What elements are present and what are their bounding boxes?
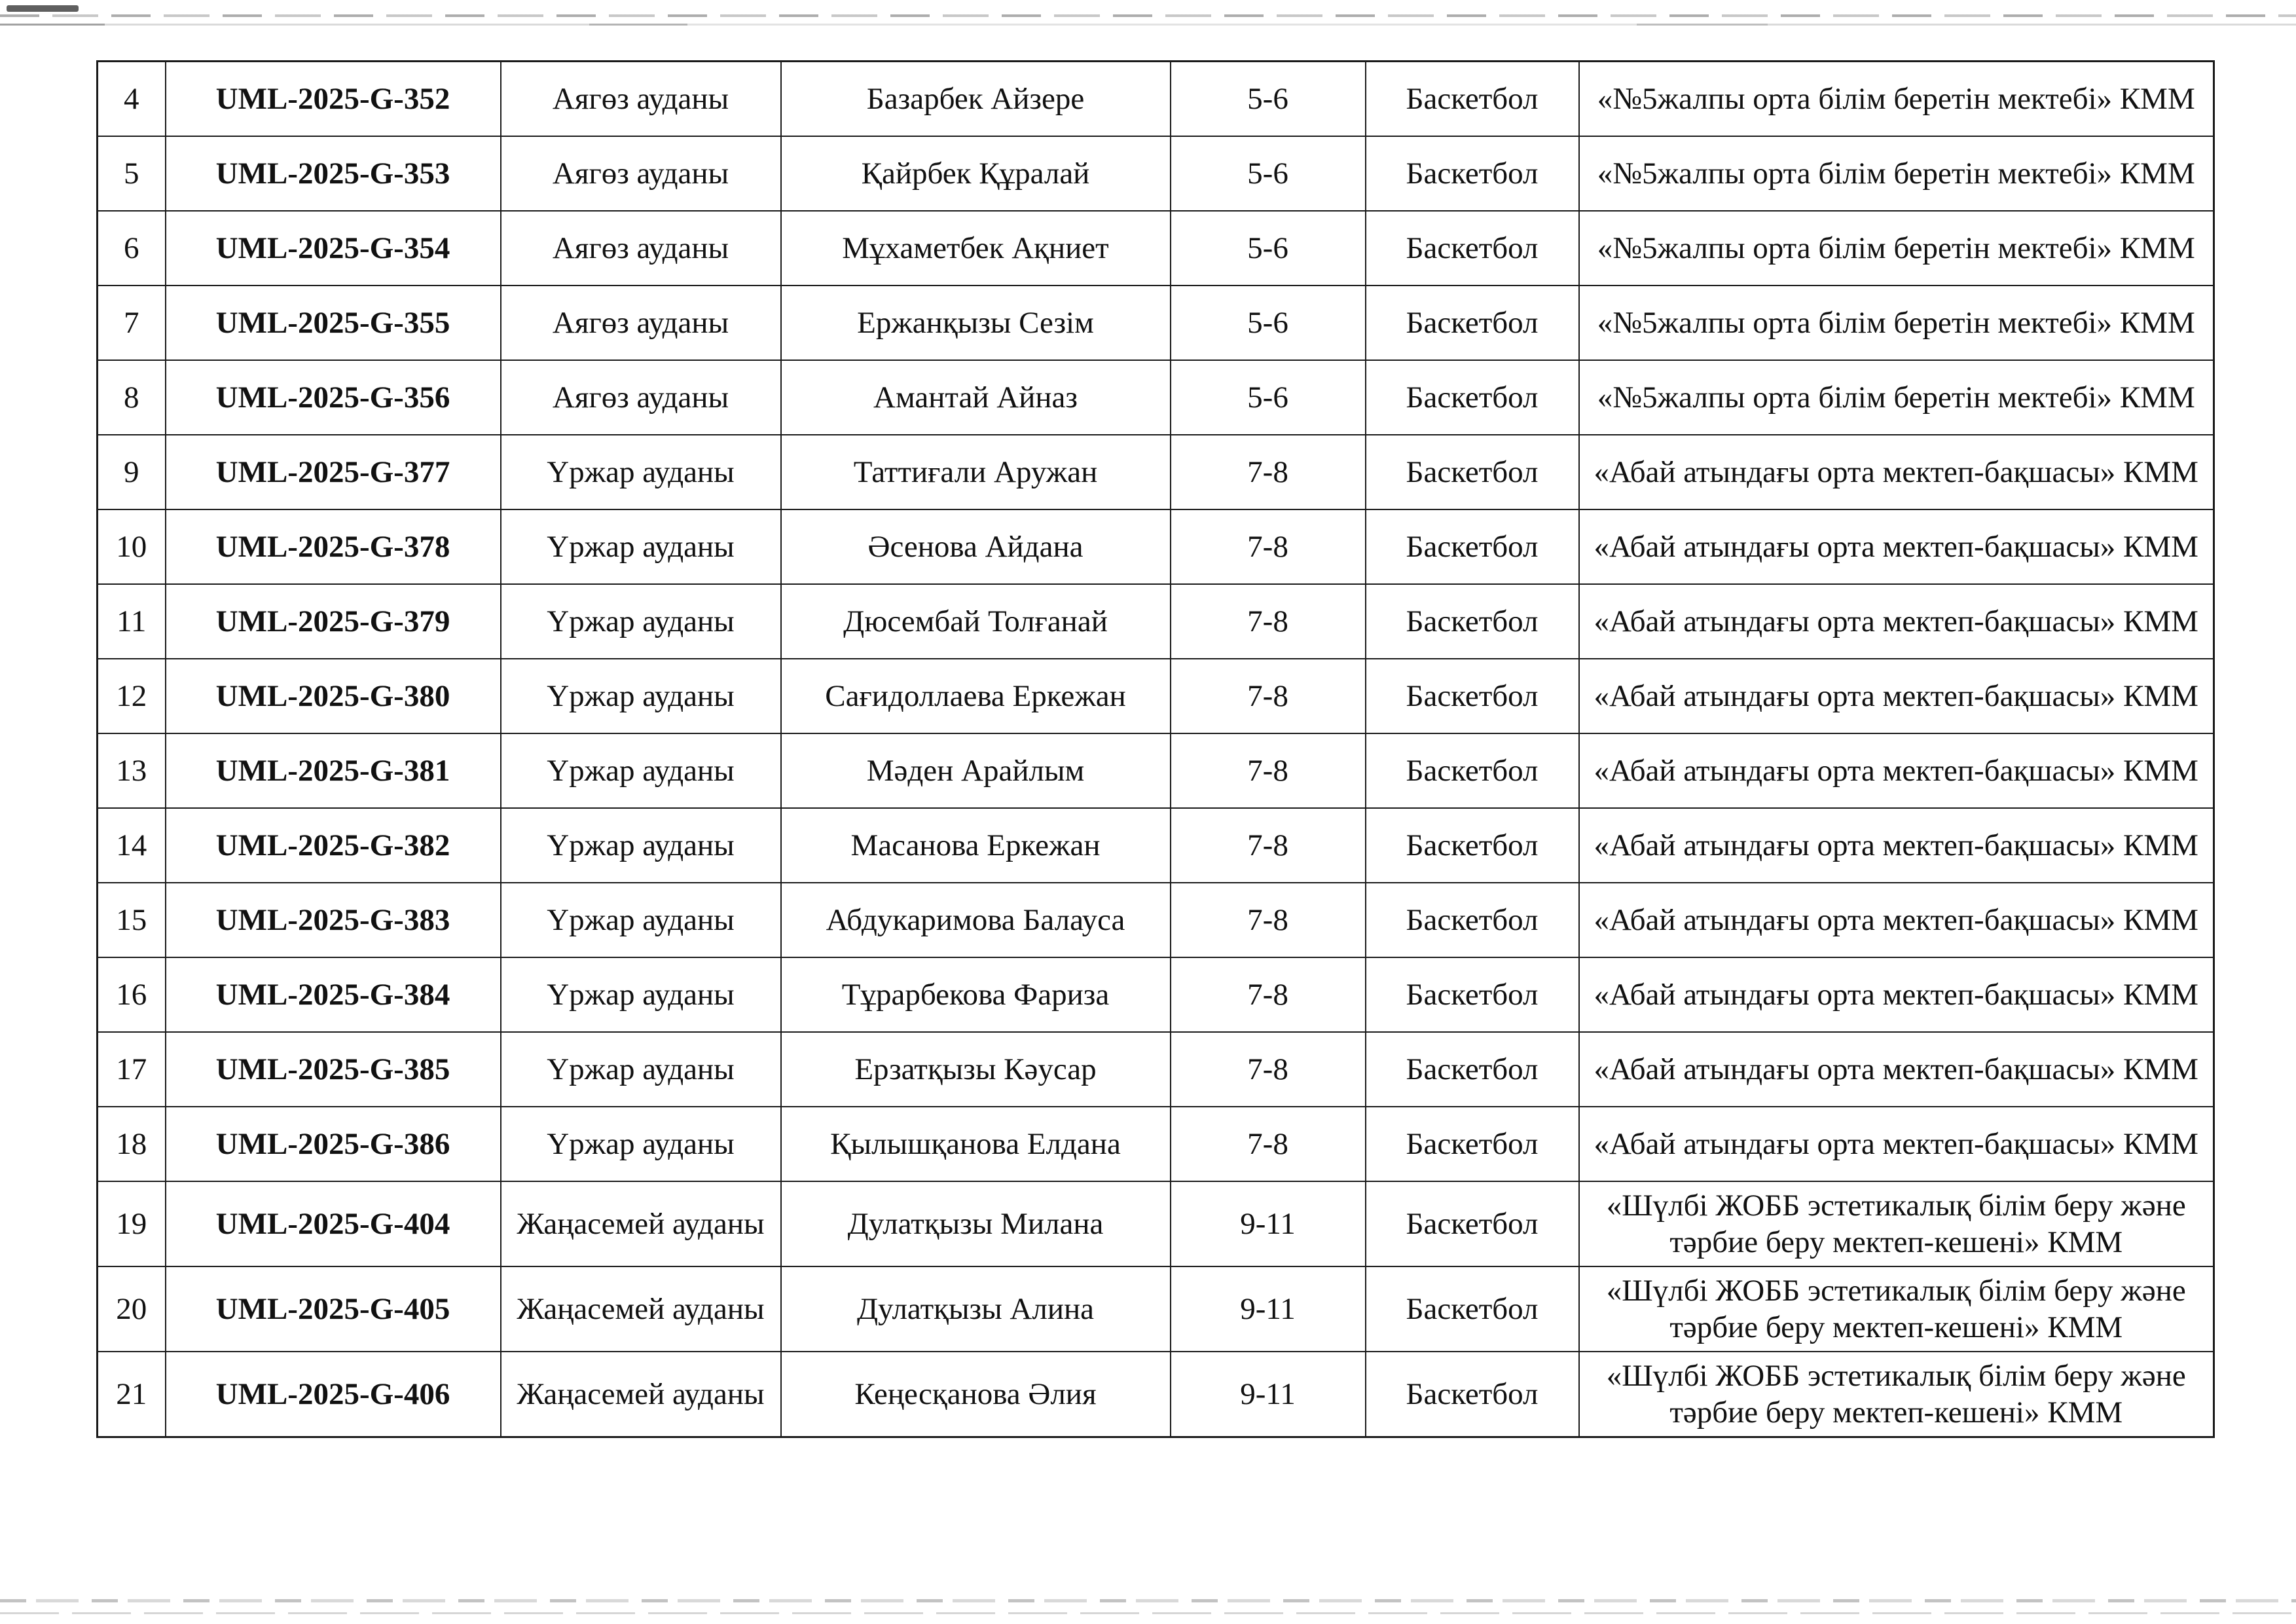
cell-grade: 7-8 [1171,1032,1366,1107]
table-row [98,1032,2214,1107]
cell-grade: 5-6 [1171,136,1366,211]
cell-school: «№5жалпы орта білім беретін мектебі» КММ [1579,62,2214,137]
cell-district: Жаңасемей ауданы [501,1181,781,1266]
cell-grade: 7-8 [1171,659,1366,733]
cell-participant-code: UML-2025-G-377 [166,435,501,509]
cell-participant-code: UML-2025-G-378 [166,509,501,584]
cell-sport: Баскетбол [1366,1266,1579,1352]
cell-grade: 5-6 [1171,286,1366,360]
scan-artifact-top-2 [0,24,2296,26]
cell-school: «Абай атындағы орта мектеп-бақшасы» КММ [1579,957,2214,1032]
cell-participant-name: Амантай Айназ [781,360,1171,435]
cell-participant-name: Тұрарбекова Фариза [781,957,1171,1032]
cell-district: Үржар ауданы [501,957,781,1032]
table-row [98,286,2214,360]
cell-district: Үржар ауданы [501,584,781,659]
cell-grade: 9-11 [1171,1266,1366,1352]
cell-school: «Абай атындағы орта мектеп-бақшасы» КММ [1579,808,2214,883]
cell-participant-name: Абдукаримова Балауса [781,883,1171,957]
table-row [98,659,2214,733]
cell-school: «Абай атындағы орта мектеп-бақшасы» КММ [1579,1107,2214,1181]
cell-grade: 7-8 [1171,957,1366,1032]
cell-sport: Баскетбол [1366,136,1579,211]
cell-school: «Абай атындағы орта мектеп-бақшасы» КММ [1579,435,2214,509]
cell-grade: 7-8 [1171,435,1366,509]
cell-sport: Баскетбол [1366,1107,1579,1181]
cell-number: 10 [98,509,166,584]
cell-participant-name: Сағидоллаева Еркежан [781,659,1171,733]
cell-sport: Баскетбол [1366,62,1579,137]
cell-participant-code: UML-2025-G-404 [166,1181,501,1266]
table-row [98,1107,2214,1181]
cell-number: 7 [98,286,166,360]
cell-participant-name: Мәден Арайлым [781,733,1171,808]
table-row [98,883,2214,957]
cell-number: 20 [98,1266,166,1352]
scan-artifact-mark [7,5,79,12]
cell-school: «Абай атындағы орта мектеп-бақшасы» КММ [1579,584,2214,659]
table-row [98,1352,2214,1437]
cell-participant-code: UML-2025-G-383 [166,883,501,957]
cell-grade: 7-8 [1171,733,1366,808]
cell-participant-code: UML-2025-G-380 [166,659,501,733]
cell-school: «№5жалпы орта білім беретін мектебі» КММ [1579,136,2214,211]
cell-district: Аягөз ауданы [501,360,781,435]
cell-number: 19 [98,1181,166,1266]
cell-participant-code: UML-2025-G-386 [166,1107,501,1181]
cell-number: 17 [98,1032,166,1107]
cell-participant-name: Дюсембай Толғанай [781,584,1171,659]
cell-participant-name: Қылышқанова Елдана [781,1107,1171,1181]
cell-district: Үржар ауданы [501,659,781,733]
cell-grade: 5-6 [1171,62,1366,137]
cell-school: «Шүлбі ЖОББ эстетикалық білім беру және тәрбие беру мектеп-кешені» КММ [1579,1266,2214,1352]
cell-sport: Баскетбол [1366,1032,1579,1107]
table-row [98,584,2214,659]
cell-district: Үржар ауданы [501,1032,781,1107]
table-row [98,136,2214,211]
cell-grade: 7-8 [1171,883,1366,957]
table-row [98,1181,2214,1266]
cell-number: 21 [98,1352,166,1437]
cell-district: Аягөз ауданы [501,136,781,211]
cell-grade: 7-8 [1171,584,1366,659]
cell-number: 18 [98,1107,166,1181]
cell-participant-name: Әсенова Айдана [781,509,1171,584]
cell-sport: Баскетбол [1366,286,1579,360]
scan-artifact-top [0,14,2296,17]
cell-sport: Баскетбол [1366,211,1579,286]
cell-school: «Абай атындағы орта мектеп-бақшасы» КММ [1579,733,2214,808]
cell-school: «Шүлбі ЖОББ эстетикалық білім беру және тәрбие беру мектеп-кешені» КММ [1579,1352,2214,1437]
table-row [98,360,2214,435]
cell-sport: Баскетбол [1366,1352,1579,1437]
cell-participant-name: Кеңесқанова Әлия [781,1352,1171,1437]
table-row [98,509,2214,584]
cell-district: Үржар ауданы [501,1107,781,1181]
cell-participant-code: UML-2025-G-382 [166,808,501,883]
cell-sport: Баскетбол [1366,1181,1579,1266]
cell-participant-code: UML-2025-G-353 [166,136,501,211]
cell-district: Үржар ауданы [501,733,781,808]
cell-participant-code: UML-2025-G-354 [166,211,501,286]
participants-table [96,60,2215,1438]
cell-school: «Абай атындағы орта мектеп-бақшасы» КММ [1579,1032,2214,1107]
cell-grade: 9-11 [1171,1181,1366,1266]
cell-participant-name: Мұхаметбек Ақниет [781,211,1171,286]
cell-district: Аягөз ауданы [501,211,781,286]
cell-district: Үржар ауданы [501,808,781,883]
cell-grade: 7-8 [1171,808,1366,883]
cell-grade: 7-8 [1171,509,1366,584]
cell-participant-name: Қайрбек Құралай [781,136,1171,211]
cell-number: 15 [98,883,166,957]
cell-participant-name: Ерзатқызы Кәусар [781,1032,1171,1107]
table-row [98,808,2214,883]
cell-school: «№5жалпы орта білім беретін мектебі» КММ [1579,211,2214,286]
cell-participant-code: UML-2025-G-385 [166,1032,501,1107]
scan-artifact-bottom-2 [0,1612,2296,1614]
cell-number: 5 [98,136,166,211]
cell-participant-code: UML-2025-G-355 [166,286,501,360]
cell-sport: Баскетбол [1366,435,1579,509]
cell-school: «№5жалпы орта білім беретін мектебі» КММ [1579,286,2214,360]
cell-sport: Баскетбол [1366,808,1579,883]
cell-district: Жаңасемей ауданы [501,1266,781,1352]
cell-district: Үржар ауданы [501,435,781,509]
cell-sport: Баскетбол [1366,957,1579,1032]
cell-participant-name: Дулатқызы Алина [781,1266,1171,1352]
cell-participant-name: Дулатқызы Милана [781,1181,1171,1266]
table-body [98,62,2214,1437]
cell-sport: Баскетбол [1366,659,1579,733]
cell-participant-code: UML-2025-G-381 [166,733,501,808]
cell-grade: 9-11 [1171,1352,1366,1437]
cell-participant-code: UML-2025-G-379 [166,584,501,659]
cell-number: 4 [98,62,166,137]
scan-artifact-bottom [0,1599,2296,1602]
cell-sport: Баскетбол [1366,883,1579,957]
cell-participant-name: Масанова Еркежан [781,808,1171,883]
cell-school: «Абай атындағы орта мектеп-бақшасы» КММ [1579,659,2214,733]
cell-school: «№5жалпы орта білім беретін мектебі» КММ [1579,360,2214,435]
table-row [98,1266,2214,1352]
cell-sport: Баскетбол [1366,360,1579,435]
cell-district: Аягөз ауданы [501,62,781,137]
cell-number: 16 [98,957,166,1032]
cell-sport: Баскетбол [1366,733,1579,808]
table-row [98,435,2214,509]
table-row [98,211,2214,286]
table-row [98,733,2214,808]
cell-number: 12 [98,659,166,733]
cell-participant-name: Базарбек Айзере [781,62,1171,137]
cell-participant-code: UML-2025-G-384 [166,957,501,1032]
cell-grade: 7-8 [1171,1107,1366,1181]
cell-school: «Абай атындағы орта мектеп-бақшасы» КММ [1579,883,2214,957]
cell-district: Жаңасемей ауданы [501,1352,781,1437]
cell-participant-code: UML-2025-G-406 [166,1352,501,1437]
cell-number: 11 [98,584,166,659]
cell-participant-name: Таттиғали Аружан [781,435,1171,509]
cell-district: Үржар ауданы [501,509,781,584]
table-row [98,957,2214,1032]
cell-school: «Шүлбі ЖОББ эстетикалық білім беру және тәрбие беру мектеп-кешені» КММ [1579,1181,2214,1266]
cell-participant-code: UML-2025-G-352 [166,62,501,137]
cell-number: 6 [98,211,166,286]
cell-number: 13 [98,733,166,808]
cell-grade: 5-6 [1171,211,1366,286]
cell-district: Үржар ауданы [501,883,781,957]
cell-district: Аягөз ауданы [501,286,781,360]
cell-participant-code: UML-2025-G-356 [166,360,501,435]
cell-participant-name: Ержанқызы Сезім [781,286,1171,360]
cell-grade: 5-6 [1171,360,1366,435]
cell-number: 14 [98,808,166,883]
cell-number: 8 [98,360,166,435]
cell-sport: Баскетбол [1366,509,1579,584]
cell-participant-code: UML-2025-G-405 [166,1266,501,1352]
cell-sport: Баскетбол [1366,584,1579,659]
table-row [98,62,2214,137]
cell-school: «Абай атындағы орта мектеп-бақшасы» КММ [1579,509,2214,584]
cell-number: 9 [98,435,166,509]
